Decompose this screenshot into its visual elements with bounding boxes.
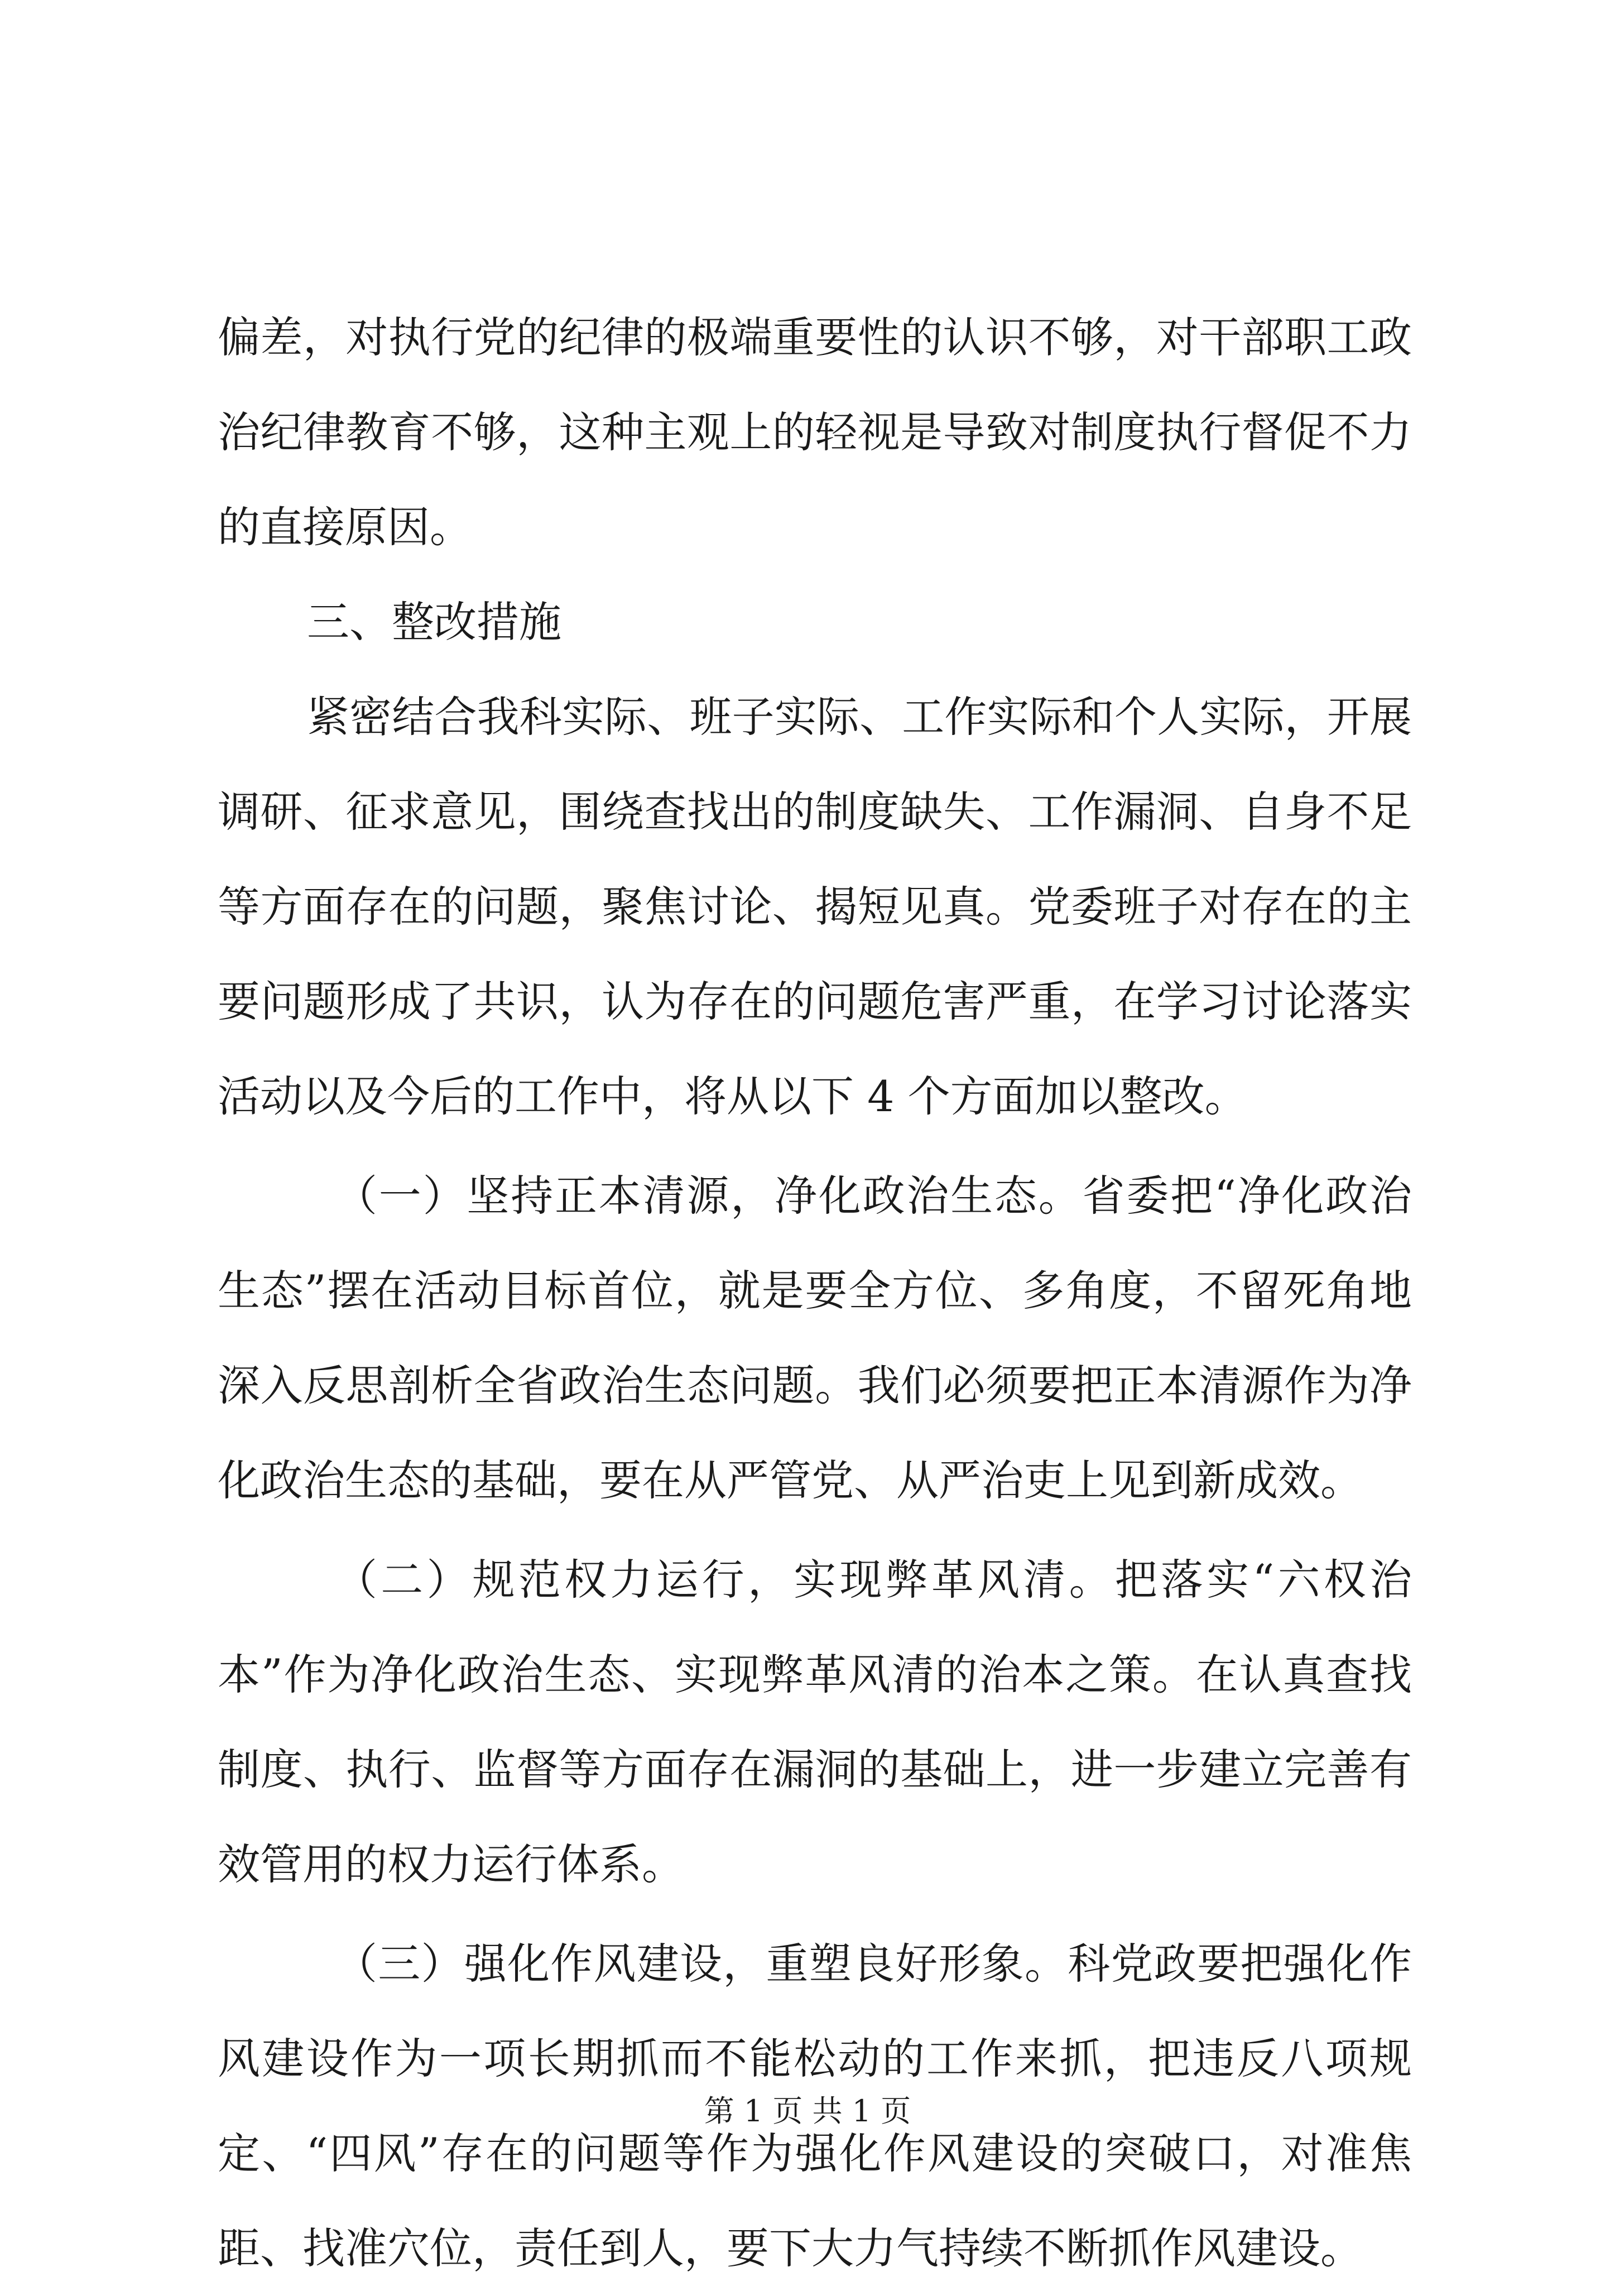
document-body <box>218 290 1412 2296</box>
paragraph-item-3: （三）强化作风建设，重塑良好形象。科党政要把强化作风建设作为一项长期抓而不能松动的工作来抓，把违反八项规定、“四风”存在的问题等作为强化作风建设的突破口，对准焦距、找准穴位，责任到人，要下大力气持续不断抓作风建设。 <box>218 1939 1412 2273</box>
paragraph-item-2: （二）规范权力运行，实现弊革风清。把落实“六权治本”作为净化政治生态、实现弊革风清的治本之策。在认真查找制度、执行、监督等方面存在漏洞的基础上，进一步建立完善有效管用的权力运行体系。 <box>218 1555 1412 1889</box>
paragraph-item-1: （一）坚持正本清源，净化政治生态。省委把“净化政治生态”摆在活动目标首位，就是要全方位、多角度，不留死角地深入反思剖析全省政治生态问题。我们必须要把正本清源作为净化政治生态的基础，要在从严管党、从严治吏上见到新成效。 <box>218 1171 1412 1505</box>
page-number-footer: 第 1 页 共 1 页 <box>704 2093 911 2129</box>
paragraph-intro: 紧密结合我科实际、班子实际、工作实际和个人实际，开展调研、征求意见，围绕查找出的制度缺失、工作漏洞、自身不足等方面存在的问题，聚焦讨论、揭短见真。党委班子对存在的主要问题形成了共识，认为存在的问题危害严重，在学习讨论落实活动以及今后的工作中，将从以下 4 个方面加以整改。 <box>218 692 1412 1121</box>
section-heading-rectification: 三、整改措施 <box>307 597 561 647</box>
paragraph-continuation: 偏差，对执行党的纪律的极端重要性的认识不够，对干部职工政治纪律教育不够，这种主观上的轻视是导致对制度执行督促不力的直接原因。 <box>218 313 1412 552</box>
